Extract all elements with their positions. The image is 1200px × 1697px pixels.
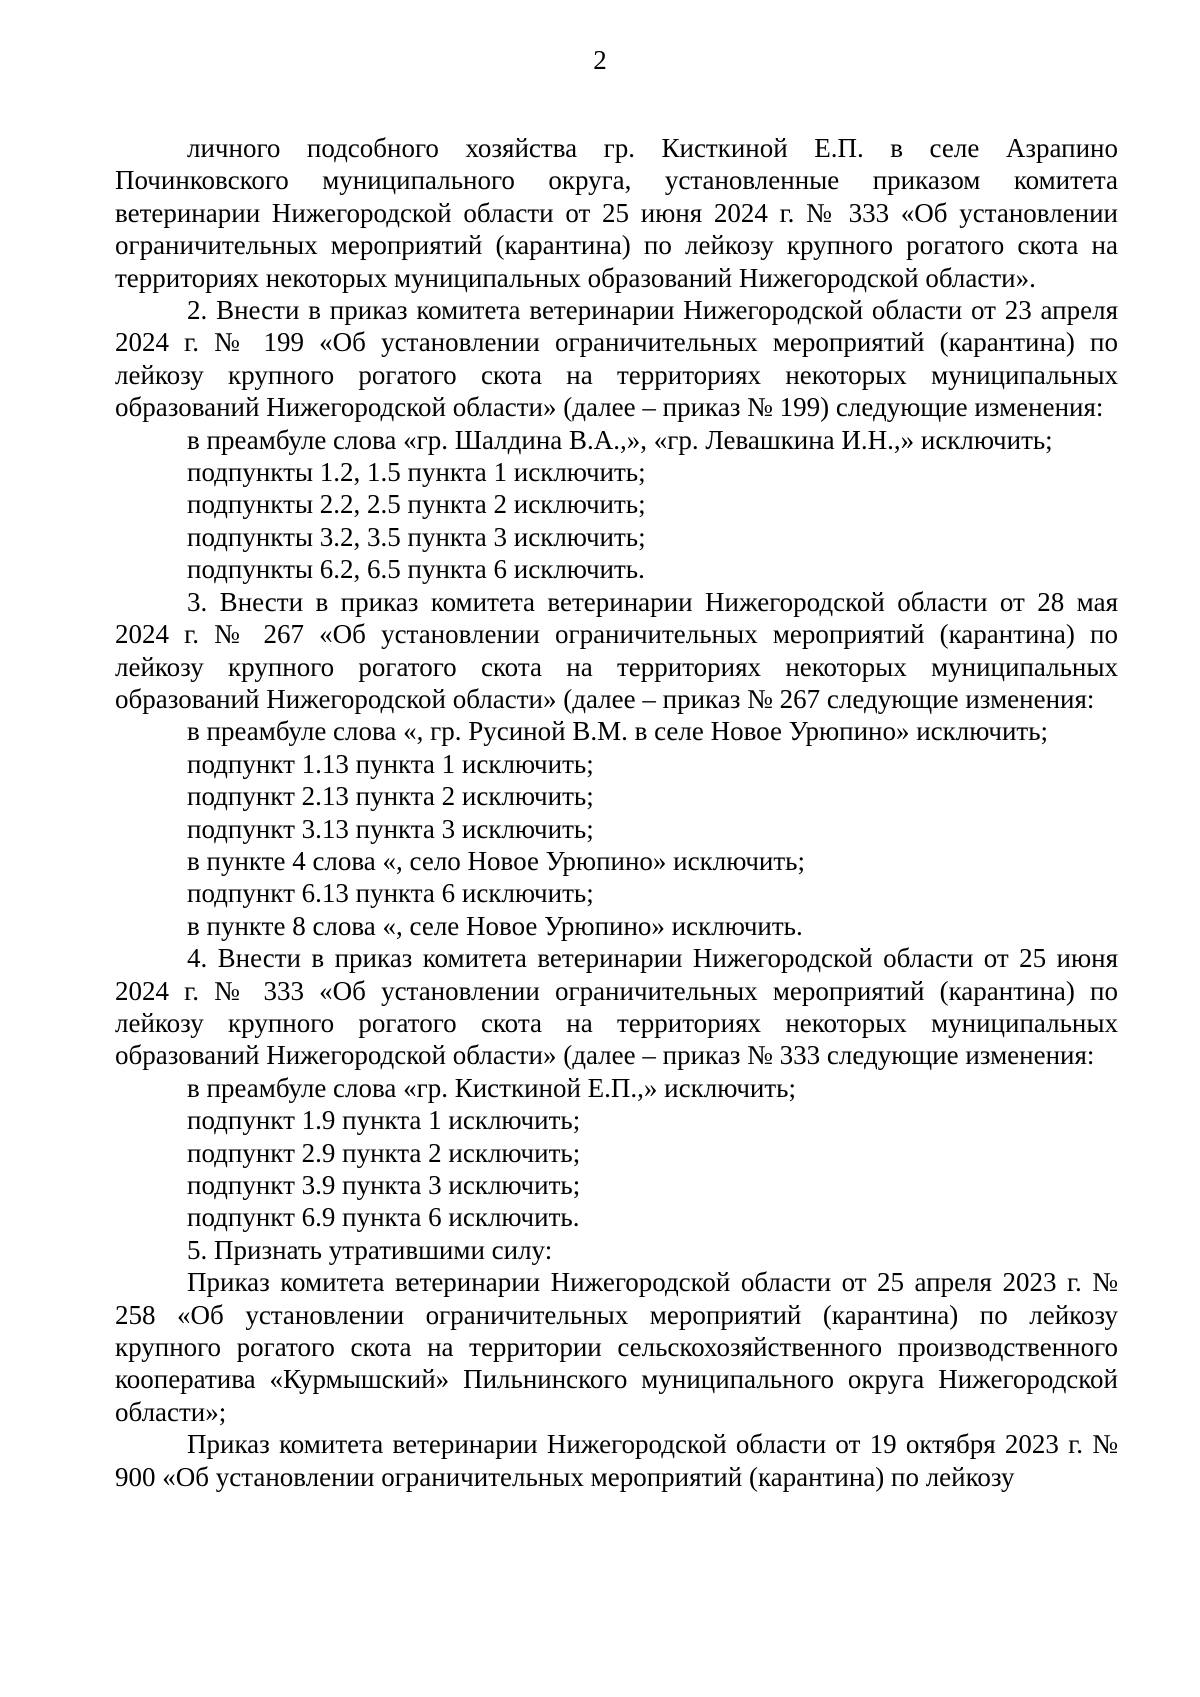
list-item: подпункт 2.9 пункта 2 исключить; — [187, 1137, 581, 1168]
list-item: в пункте 8 слова «, селе Новое Урюпино» исключить. — [187, 910, 803, 941]
list-item: подпункт 6.9 пункта 6 исключить. — [187, 1202, 580, 1233]
list-item: подпункт 2.13 пункта 2 исключить; — [187, 781, 594, 812]
document-body — [115, 132, 1118, 1493]
paragraph-item-2: 2. Внести в приказ комитета ветеринарии Нижегородской области от 23 апреля 2024 г. № 199 «Об установлении ограничительных мероприятий (карантина) по лейкозу крупного рогатого скота на территориях некоторых муниципальных образований Нижегородской области» (далее – приказ № 199) следующие изменения: — [115, 295, 1118, 423]
list-item: подпункты 3.2, 3.5 пункта 3 исключить; — [187, 521, 646, 552]
list-item: подпункты 6.2, 6.5 пункта 6 исключить. — [187, 554, 645, 585]
paragraph-continuation: личного подсобного хозяйства гр. Кисткиной Е.П. в селе Азрапино Починковского муниципального округа, установленные приказом комитета ветеринарии Нижегородской области от 25 июня 2024 г. № 333 «Об установлении ограничительных мероприятий (карантина) по лейкозу крупного рогатого скота на территориях некоторых муниципальных образований Нижегородской области». — [115, 133, 1118, 293]
list-item: подпункт 3.9 пункта 3 исключить; — [187, 1170, 581, 1200]
page-number: 2 — [593, 45, 607, 75]
paragraph-order-900: Приказ комитета ветеринарии Нижегородской области от 19 октября 2023 г. № 900 «Об установлении ограничительных мероприятий (карантина) по лейкозу — [115, 1429, 1118, 1492]
list-item: подпункт 1.9 пункта 1 исключить; — [187, 1105, 581, 1136]
paragraph-item-5: 5. Признать утратившими силу: — [187, 1234, 553, 1265]
list-item: в преамбуле слова «, гр. Русиной В.М. в селе Новое Урюпино» исключить; — [187, 716, 1049, 747]
list-item: подпункт 6.13 пункта 6 исключить; — [187, 878, 594, 909]
paragraph-item-3: 3. Внести в приказ комитета ветеринарии Нижегородской области от 28 мая 2024 г. № 267 «Об установлении ограничительных мероприятий (карантина) по лейкозу крупного рогатого скота на территориях некоторых муниципальных образований Нижегородской области» (далее – приказ № 267 следующие изменения: — [115, 586, 1118, 714]
paragraph-item-4: 4. Внести в приказ комитета ветеринарии Нижегородской области от 25 июня 2024 г. № 333 «Об установлении ограничительных мероприятий (карантина) по лейкозу крупного рогатого скота на территориях некоторых муниципальных образований Нижегородской области» (далее – приказ № 333 следующие изменения: — [115, 943, 1118, 1071]
list-item: в преамбуле слова «гр. Кисткиной Е.П.,» исключить; — [187, 1072, 796, 1103]
list-item: подпункт 3.13 пункта 3 исключить; — [187, 813, 594, 844]
list-item: подпункты 2.2, 2.5 пункта 2 исключить; — [187, 489, 646, 520]
list-item: подпункт 1.13 пункта 1 исключить; — [187, 748, 594, 779]
list-item: в пункте 4 слова «, село Новое Урюпино» исключить; — [187, 845, 805, 876]
list-item: подпункты 1.2, 1.5 пункта 1 исключить; — [187, 457, 646, 488]
paragraph-order-258: Приказ комитета ветеринарии Нижегородской области от 25 апреля 2023 г. № 258 «Об установлении ограничительных мероприятий (карантина) по лейкозу крупного рогатого скота на территории сельскохозяйственного производственного кооператива «Курмышский» Пильнинского муниципального округа Нижегородской области»; — [115, 1267, 1118, 1427]
list-item: в преамбуле слова «гр. Шалдина В.А.,», «гр. Левашкина И.Н.,» исключить; — [187, 424, 1053, 455]
